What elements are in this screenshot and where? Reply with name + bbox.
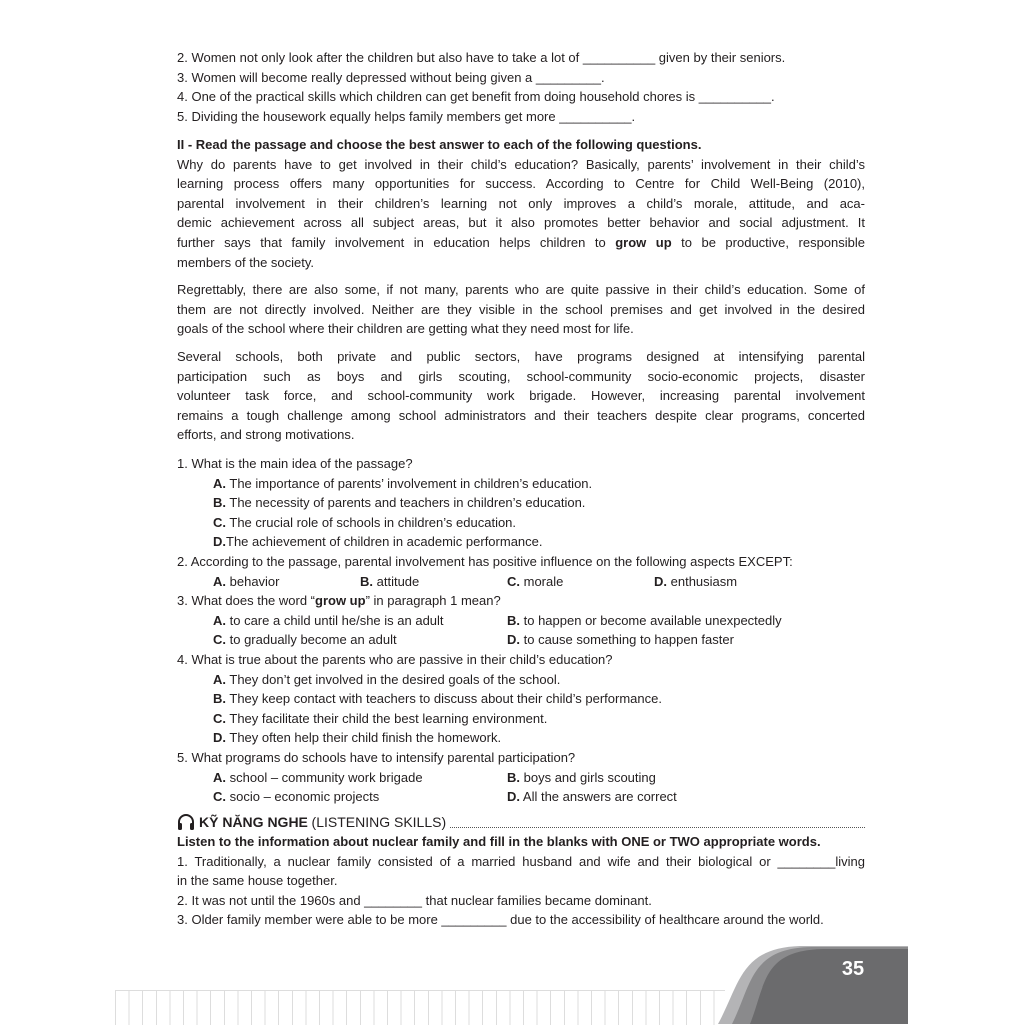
text-span: 3. What does the word “: [177, 593, 316, 609]
text-span: ” in paragraph 1 mean?: [365, 593, 501, 609]
option-row: [177, 572, 865, 592]
text-span: further says that family involvement in education helps children to: [177, 234, 606, 250]
text-line: parental involvement in their children’s learning not only improves a child’s morale, attitude, and aca-: [177, 195, 865, 211]
listening-item: 1. Traditionally, a nuclear family consisted of a married husband and wife and their biological or ________living: [177, 853, 865, 869]
option-text: morale: [523, 573, 564, 589]
bold-phrase: grow up: [615, 234, 672, 250]
option-text: to happen or become available unexpectedly: [523, 612, 782, 628]
option-row: [177, 611, 865, 631]
option: [177, 474, 865, 494]
section-heading: II - Read the passage and choose the best answer to each of the following questions.: [177, 137, 702, 152]
option-letter: C.: [213, 789, 226, 805]
listening-section: [177, 812, 865, 930]
option-text: enthusiasm: [670, 573, 738, 589]
listening-item: 2. It was not until the 1960s and ________ that nuclear families became dominant.: [177, 892, 652, 908]
option: [177, 689, 865, 709]
page-tab-decoration: [700, 944, 910, 1024]
question: 4. What is true about the parents who are passive in their child’s education?: [177, 651, 613, 667]
text-line: learning process offers many opportunities for success. According to Centre for Child Well-Being (2010),: [177, 176, 865, 192]
question: 2. According to the passage, parental involvement has positive influence on the following aspects EXCEPT:: [177, 553, 793, 569]
paragraph-1: [177, 155, 865, 273]
option-letter: B.: [213, 495, 226, 511]
text-line: [177, 233, 865, 253]
option-text: socio – economic projects: [229, 789, 380, 805]
option-letter: D.: [654, 573, 667, 589]
option-letter: C.: [507, 573, 520, 589]
option: [177, 670, 865, 690]
fill-blank-item: 3. Women will become really depressed without being given a _________.: [177, 69, 605, 85]
fill-blank-item: 5. Dividing the housework equally helps family members get more __________.: [177, 108, 636, 124]
reading-section: [177, 135, 865, 445]
option-row: [177, 768, 865, 788]
question: [177, 591, 865, 611]
listening-title: KỸ NĂNG NGHE: [199, 814, 308, 830]
option-text: attitude: [376, 573, 420, 589]
text-line: remains a tough challenge among school administrators and their teachers despite clear programs, concerted: [177, 407, 865, 423]
text-line: Several schools, both private and public sectors, have programs designed at intensifying parental: [177, 348, 865, 364]
text-line: members of the society.: [177, 254, 315, 270]
option-text: to care a child until he/she is an adult: [229, 612, 444, 628]
option: [177, 493, 865, 513]
option-text: behavior: [229, 573, 280, 589]
option-text: They often help their child finish the homework.: [229, 730, 502, 746]
dotted-rule: [450, 826, 865, 828]
option: [177, 728, 865, 748]
option-text: The achievement of children in academic performance.: [226, 534, 543, 550]
option-text: to gradually become an adult: [229, 632, 397, 648]
option-text: The importance of parents’ involvement in children’s education.: [229, 475, 593, 491]
fill-blank-item: 4. One of the practical skills which children can get benefit from doing household chores is __________.: [177, 89, 775, 105]
listening-instruction: Listen to the information about nuclear family and fill in the blanks with ONE or TWO appropriate words.: [177, 834, 821, 849]
option-letter: A.: [213, 769, 226, 785]
option-letter: B.: [360, 573, 373, 589]
option-text: The necessity of parents and teachers in children’s education.: [229, 495, 586, 511]
text-line: participation such as boys and girls scouting, school-community socio-economic projects, disaster: [177, 368, 865, 384]
option-letter: C.: [213, 710, 226, 726]
option-letter: C.: [213, 632, 226, 648]
page-number: 35: [841, 958, 865, 980]
paragraph-3: [177, 347, 865, 445]
option-letter: B.: [213, 691, 226, 707]
option-letter: D.: [213, 730, 226, 746]
option-row: [177, 787, 865, 807]
option-letter: B.: [507, 612, 520, 628]
text-line: them are not directly involved. Neither are they visible in the school premises and get involved in the desired: [177, 301, 865, 317]
option-letter: A.: [213, 475, 226, 491]
option: [177, 513, 865, 533]
fill-blank-list: [177, 48, 865, 126]
option-text: school – community work brigade: [229, 769, 423, 785]
option-letter: A.: [213, 671, 226, 687]
text-line: demic achievement across all subject areas, but it also promotes better behavior and social adjustment. It: [177, 215, 865, 231]
footer-grid-decoration: [115, 990, 725, 1025]
text-line: volunteer task force, and school-community work brigade. However, increasing parental involvement: [177, 388, 865, 404]
text-line: goals of the school where their children are getting what they need most for life.: [177, 321, 634, 337]
option-text: They facilitate their child the best learning environment.: [229, 710, 548, 726]
listening-subtitle: (LISTENING SKILLS): [311, 814, 447, 830]
option-letter: D.: [213, 534, 226, 550]
headphones-icon: [177, 813, 195, 831]
listening-item: 3. Older family member were able to be more _________ due to the accessibility of healthcare around the world.: [177, 912, 824, 928]
option: [177, 532, 865, 552]
option-letter: B.: [507, 769, 520, 785]
option-text: They keep contact with teachers to discuss about their child’s performance.: [229, 691, 662, 707]
paragraph-2: [177, 280, 865, 339]
option-letter: D.: [507, 632, 520, 648]
question: 1. What is the main idea of the passage?: [177, 456, 413, 471]
question-list: [177, 454, 865, 807]
option-letter: A.: [213, 612, 226, 628]
option-letter: D.: [507, 789, 520, 805]
text-line: Regrettably, there are also some, if not many, parents who are quite passive in their child’s education. Some of: [177, 282, 865, 298]
option-text: boys and girls scouting: [523, 769, 656, 785]
option-letter: A.: [213, 573, 226, 589]
option-text: All the answers are correct: [522, 789, 677, 805]
listening-item: in the same house together.: [177, 873, 338, 889]
question: 5. What programs do schools have to intensify parental participation?: [177, 749, 576, 765]
option: [177, 709, 865, 729]
option-text: They don’t get involved in the desired goals of the school.: [229, 671, 561, 687]
text-line: efforts, and strong motivations.: [177, 427, 355, 443]
listening-header: [177, 812, 865, 832]
text-line: Why do parents have to get involved in their child’s education? Basically, parents’ involvement in their child’s: [177, 156, 865, 172]
option-row: [177, 630, 865, 650]
option-text: The crucial role of schools in children’s education.: [229, 514, 517, 530]
bold-phrase: grow up: [315, 593, 366, 609]
option-text: to cause something to happen faster: [523, 632, 734, 648]
text-span: to be productive, responsible: [681, 234, 865, 250]
fill-blank-item: 2. Women not only look after the children but also have to take a lot of __________ given by their seniors.: [177, 50, 786, 65]
option-letter: C.: [213, 514, 226, 530]
